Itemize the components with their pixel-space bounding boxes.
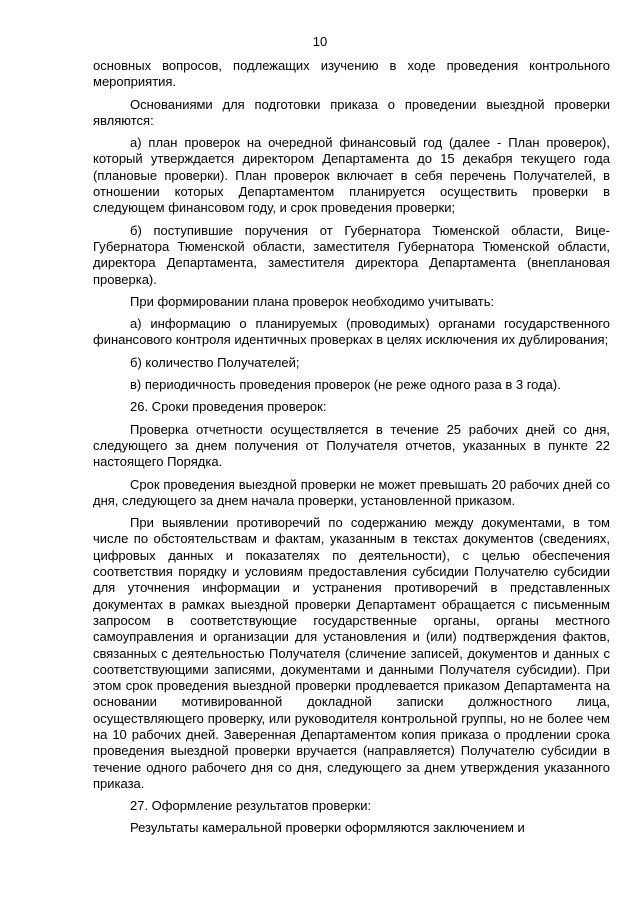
paragraph-plan-considerations: При формировании плана проверок необходимо учитывать: (130, 293, 495, 309)
paragraph-results: Результаты камеральной проверки оформляются заключением и (130, 820, 525, 836)
paragraph-item-b-orders: б) поступившие поручения от Губернатора Тюменской области, Вице-Губернатора Тюменской области, заместителя Губернатора Тюменской области, директора Департамента, заместителя директора Департамента (внеплановая проверка). (93, 222, 610, 287)
paragraph-contradictions: При выявлении противоречий по содержанию между документами, в том числе по обстоятельствам и фактам, указанным в текстах документов (сведениях, цифровых данных и показателях по деятельности), с целью обеспечения соответствия порядку и условиям предоставления субсидии Получателю субсидии для уточнения информации и устранения противоречий в представленных документах в рамках выездной проверки Департамент обращается с письменным запросом в соответствующие государственные органы, органы местного самоуправления и организации для установления и (или) подтверждения фактов, связанных с деятельностью Получателя (сличение записей, документов и данных с соответствующими записями, документами и данными Получателя субсидии). При этом срок проведения выездной проверки продлевается приказом Департамента на основании мотивированной докладной записки должностного лица, осуществляющего проверку, или руководителя контрольной группы, но не более чем на 10 рабочих дней. Заверенная Департаментом копия приказа о продлении срока проведения выездной проверки вручается (направляется) Получателю субсидии в течение одного рабочего дня со дня, следующего за днем утверждения указанного приказа. (93, 515, 610, 791)
paragraph-field-check-term: Срок проведения выездной проверки не может превышать 20 рабочих дней со дня, следующего за днем начала проверки, установленной приказом. (93, 476, 610, 508)
paragraph-consider-b: б) количество Получателей; (130, 354, 300, 370)
paragraph-consider-c: в) периодичность проведения проверок (не реже одного раза в 3 года). (130, 377, 561, 393)
paragraph-consider-a: а) информацию о планируемых (проводимых) органами государственного финансового контроля идентичных проверках в целях исключения их дублирования; (93, 316, 610, 348)
paragraph-item-a-plan: а) план проверок на очередной финансовый год (далее - План проверок), который утверждается директором Департамента до 15 декабря текущего года (плановые проверки). План проверок включает в себя перечень Получателей, в отношении которых Департаментом планируется осуществить проверки в следующем финансовом году, и срок проведения проверки; (93, 135, 610, 216)
document-body (93, 58, 610, 837)
section-heading-27: 27. Оформление результатов проверки: (130, 798, 372, 814)
paragraph-grounds-intro: Основаниями для подготовки приказа о проведении выездной проверки являются: (93, 96, 610, 128)
paragraph-continuation: основных вопросов, подлежащих изучению в ходе проведения контрольного мероприятия. (93, 58, 610, 90)
paragraph-report-check-term: Проверка отчетности осуществляется в течение 25 рабочих дней со дня, следующего за днем получения от Получателя отчетов, указанных в пункте 22 настоящего Порядка. (93, 421, 610, 470)
section-heading-26: 26. Сроки проведения проверок: (130, 399, 327, 415)
page-number: 10 (312, 34, 328, 49)
